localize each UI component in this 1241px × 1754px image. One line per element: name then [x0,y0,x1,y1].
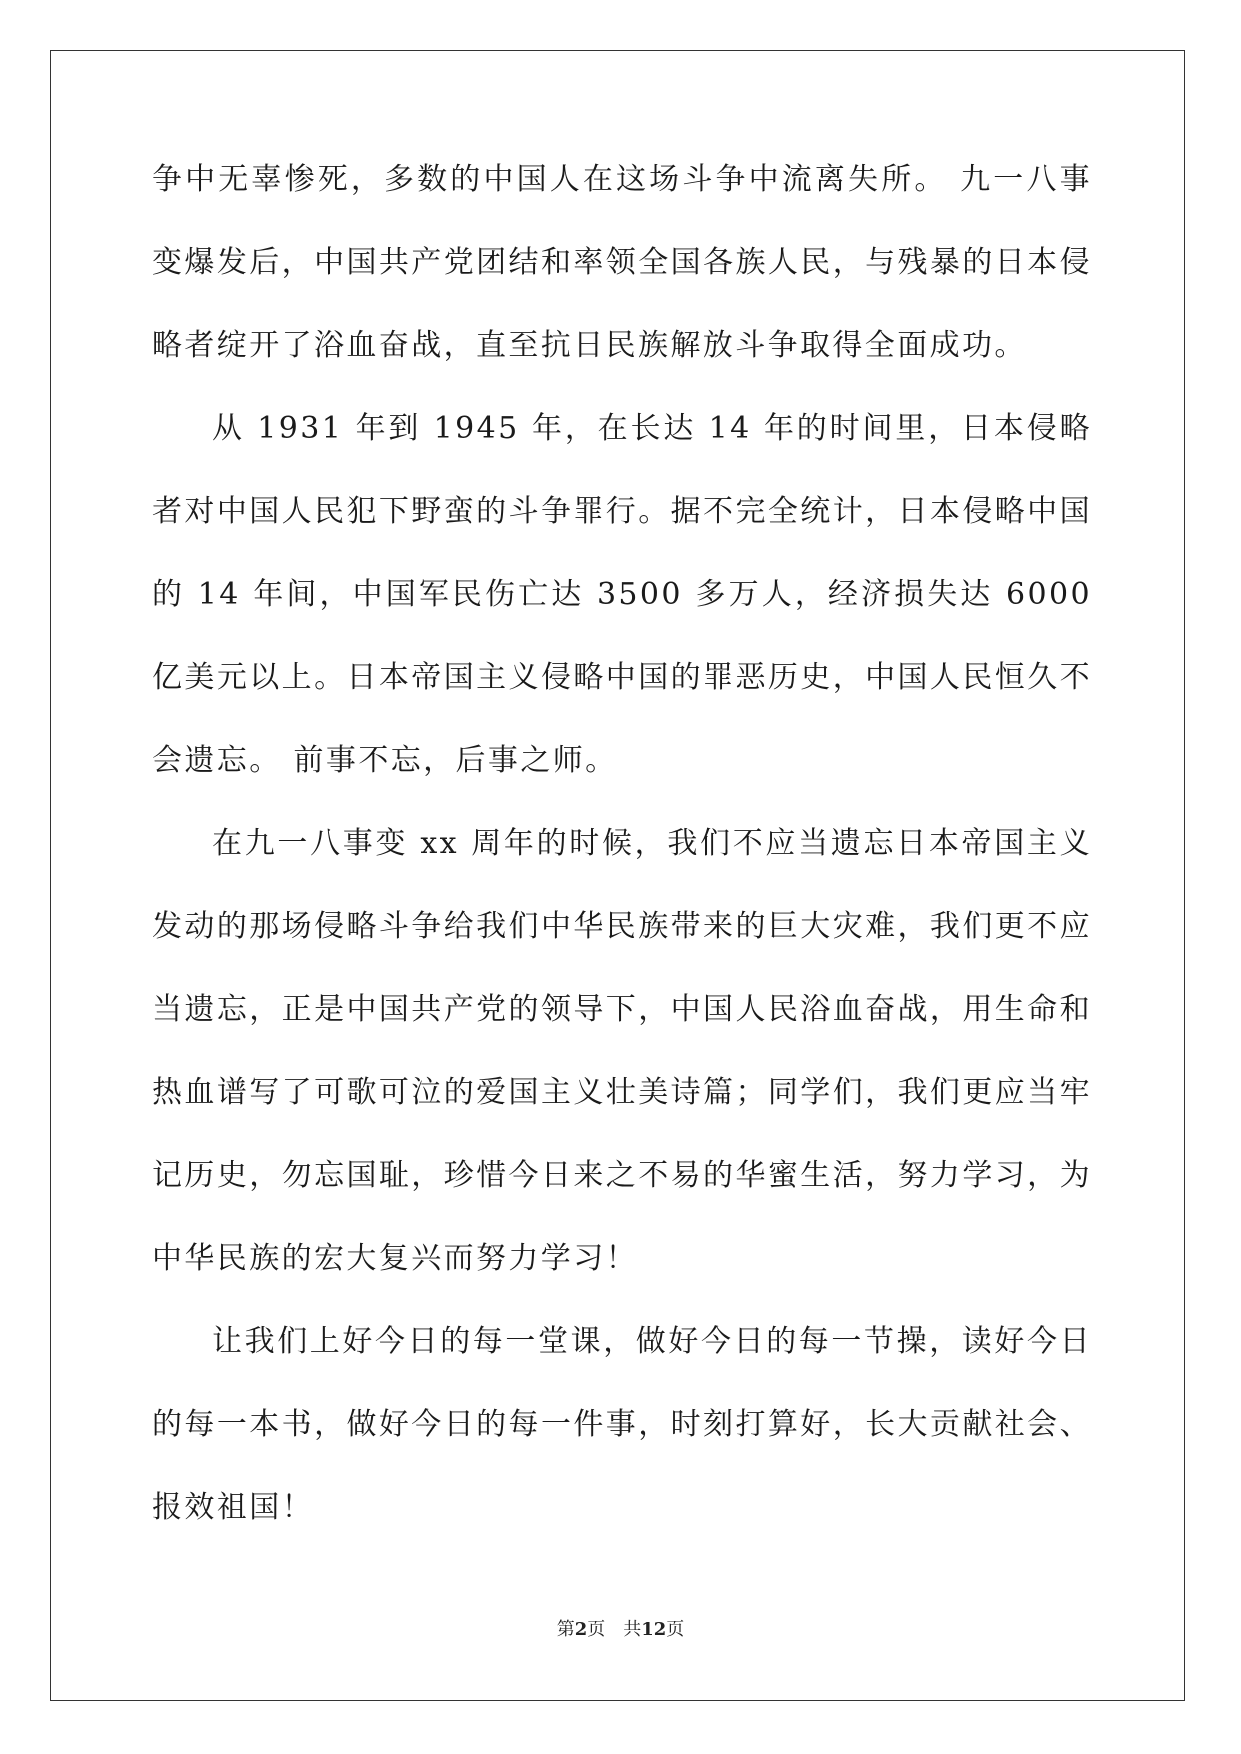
page-number-suffix: 页 [587,1619,606,1640]
document-body [152,162,1092,1549]
page-number-current: 2 [574,1619,588,1640]
paragraph-1: 争中无辜惨死，多数的中国人在这场斗争中流离失所。 九一八事变爆发后，中国共产党团结和率领全国各族人民，与残暴的日本侵略者绽开了浴血奋战，直至抗日民族解放斗争取得全面成功。 [152,162,1092,363]
page-number-prefix: 第 [556,1619,575,1640]
page-total-count: 12 [641,1619,667,1640]
page-total-suffix: 页 [666,1619,685,1640]
page-total-prefix: 共 [623,1619,642,1640]
paragraph-3: 在九一八事变 xx 周年的时候，我们不应当遗忘日本帝国主义发动的那场侵略斗争给我们中华民族带来的巨大灾难，我们更不应当遗忘，正是中国共产党的领导下，中国人民浴血奋战，用生命和热血谱写了可歌可泣的爱国主义壮美诗篇；同学们，我们更应当牢记历史，勿忘国耻，珍惜今日来之不易的华蜜生活，努力学习，为中华民族的宏大复兴而努力学习！ [152,826,1092,1276]
page-footer [0,1618,1241,1642]
paragraph-2: 从 1931 年到 1945 年，在长达 14 年的时间里，日本侵略者对中国人民犯下野蛮的斗争罪行。据不完全统计，日本侵略中国的 14 年间，中国军民伤亡达 3500 多万人，经济损失达 6000 亿美元以上。日本帝国主义侵略中国的罪恶历史，中国人民恒久不会遗忘。 前事不忘，后事之师。 [152,411,1092,778]
paragraph-4: 让我们上好今日的每一堂课，做好今日的每一节操，读好今日的每一本书，做好今日的每一件事，时刻打算好，长大贡献社会、报效祖国！ [152,1324,1092,1525]
